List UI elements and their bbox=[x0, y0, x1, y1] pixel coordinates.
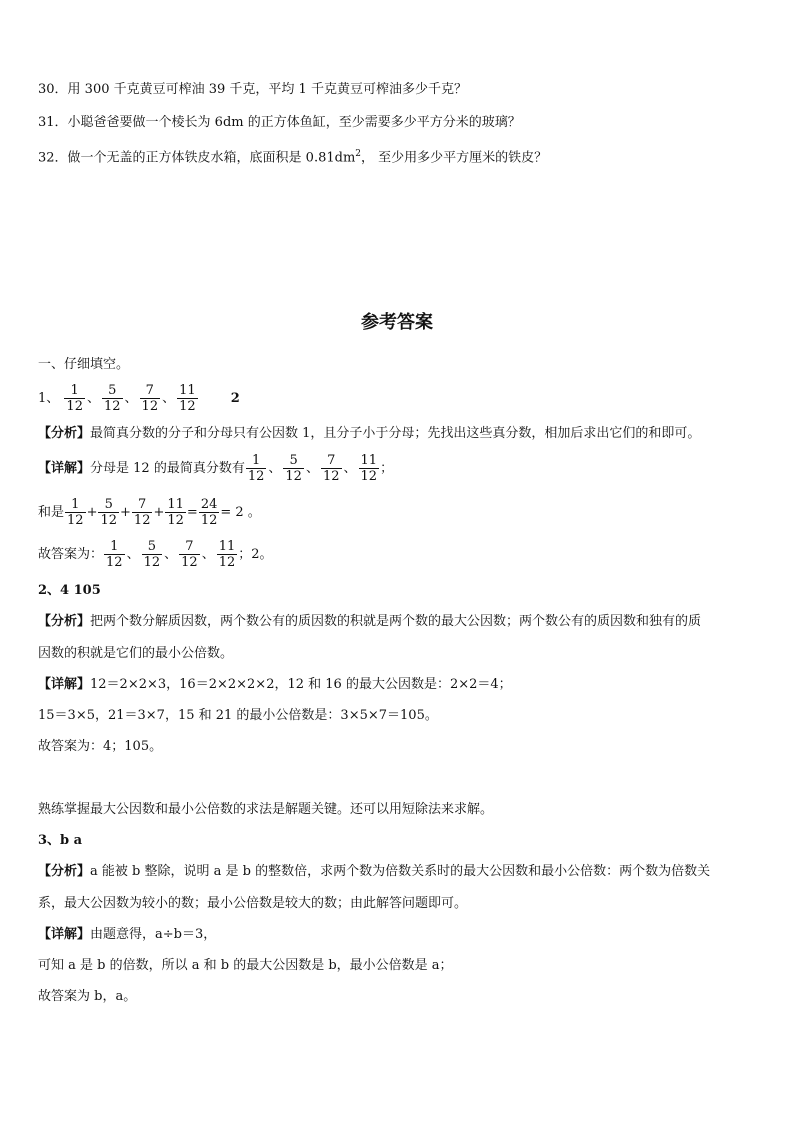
fraction: $\frac{5}{12}$ bbox=[143, 539, 161, 570]
detail-text: 由题意得，a÷b＝3， bbox=[90, 927, 217, 942]
detail-tag: 【详解】 bbox=[38, 677, 91, 692]
fraction: $\frac{11}{12}$ bbox=[167, 497, 184, 528]
sum-result: = 2 。 bbox=[220, 505, 261, 520]
fraction: $\frac{7}{12}$ bbox=[181, 539, 198, 570]
analysis-text: 最简真分数的分子和分母只有公因数 1，且分子小于分母；先找出这些真分数，相加后求出它们的和即可。 bbox=[90, 426, 701, 441]
question-32-rest: ， 至少用多少平方厘米的铁皮？ bbox=[361, 150, 548, 166]
fraction: $\frac{11}{12}$ bbox=[360, 453, 378, 484]
question-32 bbox=[38, 145, 547, 167]
answer-1-blank-2: 2 bbox=[230, 391, 240, 406]
section-heading: 一、仔细填空。 bbox=[38, 357, 130, 372]
analysis-tag: 【分析】 bbox=[38, 614, 91, 629]
analysis-text: 把两个数分解质因数，两个数公有的质因数的积就是两个数的最大公因数；两个数公有的质因数和独有的质 bbox=[90, 614, 702, 629]
answer-3-detail bbox=[38, 926, 216, 944]
answer-3-analysis-cont: 系，最大公因数为较小的数；最小公倍数是较大的数；由此解答问题即可。 bbox=[38, 896, 468, 911]
answer-1-conclusion: 故答案为： $\frac{1}{12}$ 、 $\frac{5}{12}$ 、 $\frac{7}{12}$ 、 $\frac{11}{12}$ ；2。 bbox=[38, 539, 273, 570]
fraction: $\frac{1}{12}$ bbox=[247, 453, 265, 484]
fraction: $\frac{7}{12}$ bbox=[322, 453, 340, 484]
fraction: $\frac{1}{12}$ bbox=[66, 383, 83, 414]
fraction: $\frac{1}{12}$ bbox=[67, 497, 84, 528]
fraction: $\frac{24}{12}$ bbox=[200, 497, 218, 528]
answer-1-header: 1、 $\frac{1}{12}$ 、 $\frac{5}{12}$ 、 $\frac{7}{12}$ 、 $\frac{11}{12}$ 2 bbox=[38, 383, 240, 414]
answer-1-detail: 【详解】分母是 12 的最简真分数有 $\frac{1}{12}$ 、 $\frac{5}{12}$ 、 $\frac{7}{12}$ 、 $\frac{11}{12}$ ； bbox=[38, 453, 394, 484]
answer-2-header: 2、4 105 bbox=[38, 583, 101, 598]
answers-title: 参考答案 bbox=[361, 312, 433, 333]
question-30: 30．用 300 千克黄豆可榨油 39 千克，平均 1 千克黄豆可榨油多少千克？ bbox=[38, 82, 467, 97]
detail-tag: 【详解】 bbox=[38, 927, 91, 942]
fraction: $\frac{5}{12}$ bbox=[103, 383, 121, 414]
fraction: $\frac{7}{12}$ bbox=[133, 497, 151, 528]
analysis-tag: 【分析】 bbox=[38, 864, 91, 879]
answer-3-header: 3、b a bbox=[38, 833, 83, 848]
answer-2-conclusion: 故答案为：4；105。 bbox=[38, 739, 163, 754]
answer-3-detail-cont: 可知 a 是 b 的倍数，所以 a 和 b 的最大公因数是 b，最小公倍数是 a； bbox=[38, 958, 453, 973]
answer-1-analysis bbox=[38, 425, 700, 443]
answer-2-note: 熟练掌握最大公因数和最小公倍数的求法是解题关键。还可以用短除法来求解。 bbox=[38, 802, 494, 817]
fraction: $\frac{5}{12}$ bbox=[100, 497, 118, 528]
question-31: 31．小聪爸爸要做一个棱长为 6dm 的正方体鱼缸，至少需要多少平方分米的玻璃？ bbox=[38, 115, 521, 130]
answer-2-analysis-cont: 因数的积就是它们的最小公倍数。 bbox=[38, 646, 234, 661]
answer-2-detail bbox=[38, 676, 512, 694]
answer-2-detail-cont: 15＝3×5，21＝3×7，15 和 21 的最小公倍数是：3×5×7＝105。 bbox=[38, 708, 438, 723]
analysis-text: a 能被 b 整除，说明 a 是 b 的整数倍，求两个数为倍数关系时的最大公因数和最小公倍数：两个数为倍数关 bbox=[90, 864, 711, 879]
answer-1-sum: 和是 $\frac{1}{12}$ + $\frac{5}{12}$ + $\frac{7}{12}$ + $\frac{11}{12}$ = $\frac{24}{12}$ = 2 。 bbox=[38, 497, 261, 528]
answer-3-analysis bbox=[38, 863, 710, 881]
answer-1-label: 1、 bbox=[38, 391, 60, 406]
fraction: $\frac{11}{12}$ bbox=[179, 383, 196, 414]
question-32-text: 32．做一个无盖的正方体铁皮水箱，底面积是 0.81dm bbox=[38, 150, 356, 166]
analysis-tag: 【分析】 bbox=[38, 426, 91, 441]
question-32-superscript: 2 bbox=[355, 149, 362, 159]
fraction: $\frac{7}{12}$ bbox=[141, 383, 159, 414]
detail-text: 12＝2×2×3，16＝2×2×2×2，12 和 16 的最大公因数是：2×2＝4； bbox=[90, 677, 512, 692]
fraction: $\frac{1}{12}$ bbox=[106, 539, 123, 570]
detail-tag: 【详解】 bbox=[38, 461, 91, 476]
fraction: $\frac{5}{12}$ bbox=[285, 453, 302, 484]
answer-3-conclusion: 故答案为 b，a。 bbox=[38, 989, 137, 1004]
detail-text: 分母是 12 的最简真分数有 bbox=[90, 461, 245, 476]
conclusion-label: 故答案为： bbox=[38, 547, 104, 562]
conclusion-answer: ；2。 bbox=[238, 547, 273, 562]
fraction: $\frac{11}{12}$ bbox=[218, 539, 236, 570]
sum-label: 和是 bbox=[38, 505, 65, 520]
answer-2-analysis bbox=[38, 613, 701, 631]
